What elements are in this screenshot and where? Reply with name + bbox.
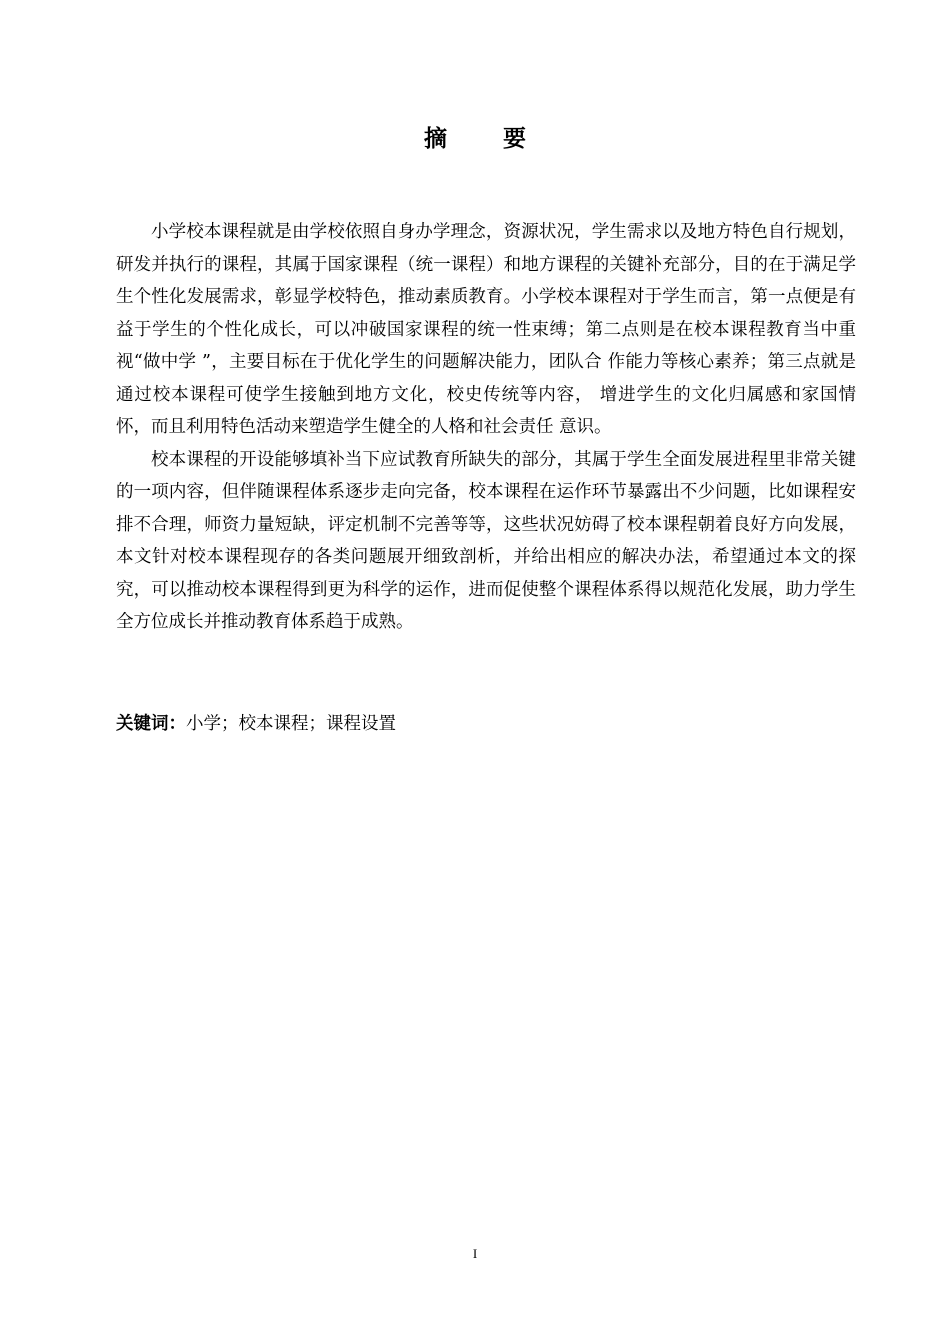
abstract-title: 摘 要 xyxy=(423,125,550,152)
keywords-value: 小学；校本课程；课程设置 xyxy=(186,714,396,734)
page-number: I xyxy=(472,1246,478,1261)
keywords-label: 关键词： xyxy=(116,714,186,734)
abstract-paragraph-1: 小学校本课程就是由学校依照自身办学理念，资源状况，学生需求以及地方特色自行规划，研发并执行的课程，其属于国家课程（统一课程）和地方课程的关键补充部分，目的在于满足学生个性化发展需求，彰显学校特色，推动素质教育。小学校本课程对于学生而言，第一点便是有益于学生的个性化成长，可以冲破国家课程的统一性束缚；第二点则是在校本课程教育当中重视“做中学 ”，主要目标在于优化学生的问题解决能力，团队合 作能力等核心素养；第三点就是通过校本课程可使学生接触到地方文化，校史传统等内容， 增进学生的文化归属感和家国情怀，而且利用特色活动来塑造学生健全的人格和社会责任 意识。 xyxy=(116,222,856,437)
abstract-body xyxy=(116,216,856,639)
keywords-line xyxy=(116,708,396,740)
abstract-paragraph-2: 校本课程的开设能够填补当下应试教育所缺失的部分，其属于学生全面发展进程里非常关键的一项内容，但伴随课程体系逐步走向完备，校本课程在运作环节暴露出不少问题，比如课程安排不合理，师资力量短缺，评定机制不完善等等，这些状况妨碍了校本课程朝着良好方向发展，本文针对校本课程现存的各类问题展开细致剖析，并给出相应的解决办法，希望通过本文的探究，可以推动校本课程得到更为科学的运作，进而促使整个课程体系得以规范化发展，助力学生全方位成长并推动教育体系趋于成熟。 xyxy=(116,449,856,632)
